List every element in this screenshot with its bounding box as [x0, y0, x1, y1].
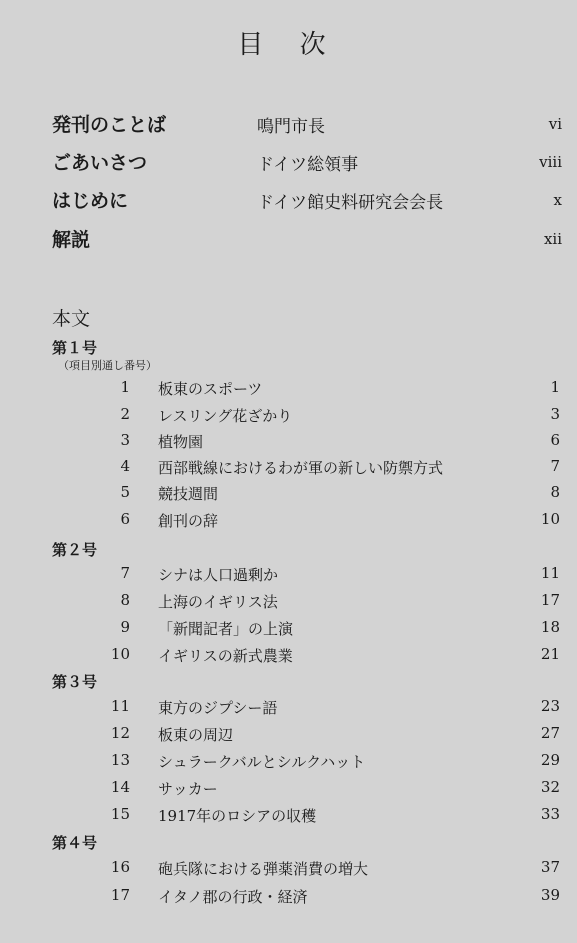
toc-entry: [0, 645, 577, 669]
body-heading: 本文: [52, 308, 91, 330]
entry-title: シュラークバルとシルクハット: [158, 753, 366, 771]
entry-page: 11: [540, 564, 560, 582]
front-matter-author: ドイツ総領事: [257, 155, 359, 175]
entry-number: 1: [120, 378, 130, 396]
toc-entry: [0, 751, 577, 775]
toc-entry: [0, 564, 577, 588]
entry-page: 6: [550, 431, 560, 449]
entry-page: 21: [540, 645, 560, 663]
entry-page: 32: [540, 778, 560, 796]
issue-heading: 第３号: [52, 673, 98, 691]
entry-page: 10: [540, 510, 560, 528]
entry-number: 4: [120, 457, 130, 475]
entry-page: 7: [550, 457, 560, 475]
entry-title: 創刊の辞: [158, 512, 219, 530]
entry-page: 39: [540, 886, 560, 904]
entry-number: 2: [120, 405, 130, 423]
entry-title: 西部戦線におけるわが軍の新しい防禦方式: [158, 459, 444, 477]
entry-title: イタノ郡の行政・経済: [158, 888, 308, 906]
toc-entry: [0, 457, 577, 481]
front-matter-page: viii: [539, 153, 562, 171]
page-title: 目 次: [237, 30, 340, 60]
issue-heading: 第４号: [52, 834, 98, 852]
front-matter-item: [52, 186, 562, 214]
entry-number: 17: [110, 886, 130, 904]
toc-entry: [0, 805, 577, 829]
entry-title: 砲兵隊における弾薬消費の増大: [158, 860, 369, 878]
toc-entry: [0, 618, 577, 642]
front-matter-author: ドイツ館史料研究会会長: [257, 193, 444, 213]
entry-number: 5: [120, 483, 130, 501]
front-matter-label: 解説: [52, 229, 91, 251]
entry-page: 23: [540, 697, 560, 715]
front-matter-item: [52, 110, 562, 138]
front-matter-item: [52, 225, 562, 253]
entry-number: 8: [120, 591, 130, 609]
front-matter-label: 発刊のことば: [52, 114, 167, 136]
entry-title: 板東の周辺: [158, 726, 234, 744]
entry-number: 10: [110, 645, 130, 663]
entry-title: 植物園: [158, 433, 204, 451]
front-matter-page: xii: [543, 230, 562, 248]
entry-page: 3: [550, 405, 560, 423]
toc-entry: [0, 483, 577, 507]
entry-number: 12: [110, 724, 130, 742]
entry-number: 15: [110, 805, 130, 823]
entry-title: 板東のスポーツ: [158, 380, 263, 398]
issue-note: （項目別通し番号）: [58, 359, 157, 372]
entry-page: 33: [540, 805, 560, 823]
front-matter-label: はじめに: [52, 190, 129, 212]
entry-number: 6: [120, 510, 130, 528]
entry-number: 13: [110, 751, 130, 769]
entry-number: 16: [110, 858, 130, 876]
front-matter-author: 鳴門市長: [257, 117, 325, 137]
entry-title: 1917年のロシアの収穫: [158, 807, 317, 825]
entry-title: イギリスの新式農業: [158, 647, 293, 665]
entry-title: 「新聞記者」の上演: [158, 620, 294, 638]
front-matter-page: vi: [548, 115, 562, 133]
front-matter-item: [52, 148, 562, 176]
entry-number: 9: [120, 618, 130, 636]
entry-page: 17: [540, 591, 560, 609]
toc-entry: [0, 378, 577, 402]
toc-entry: [0, 778, 577, 802]
entry-page: 18: [540, 618, 560, 636]
toc-entry: [0, 886, 577, 910]
entry-title: 競技週間: [158, 485, 219, 503]
entry-page: 37: [540, 858, 560, 876]
entry-page: 8: [550, 483, 560, 501]
front-matter-label: ごあいさつ: [52, 152, 148, 174]
entry-title: レスリング花ざかり: [158, 407, 293, 425]
entry-number: 3: [120, 431, 130, 449]
entry-title: サッカー: [158, 780, 218, 798]
entry-title: シナは人口過剰か: [158, 566, 279, 584]
entry-page: 1: [550, 378, 560, 396]
front-matter-page: x: [553, 191, 562, 209]
entry-number: 14: [110, 778, 130, 796]
toc-entry: [0, 405, 577, 429]
issue-heading: 第２号: [52, 541, 98, 559]
entry-page: 29: [540, 751, 560, 769]
toc-entry: [0, 510, 577, 534]
toc-entry: [0, 431, 577, 455]
toc-entry: [0, 591, 577, 615]
entry-page: 27: [540, 724, 560, 742]
toc-entry: [0, 724, 577, 748]
toc-entry: [0, 858, 577, 882]
entry-number: 11: [110, 697, 130, 715]
entry-title: 東方のジプシー語: [158, 699, 278, 717]
issue-heading: 第１号: [52, 339, 98, 357]
entry-title: 上海のイギリス法: [158, 593, 278, 611]
toc-entry: [0, 697, 577, 721]
entry-number: 7: [120, 564, 130, 582]
